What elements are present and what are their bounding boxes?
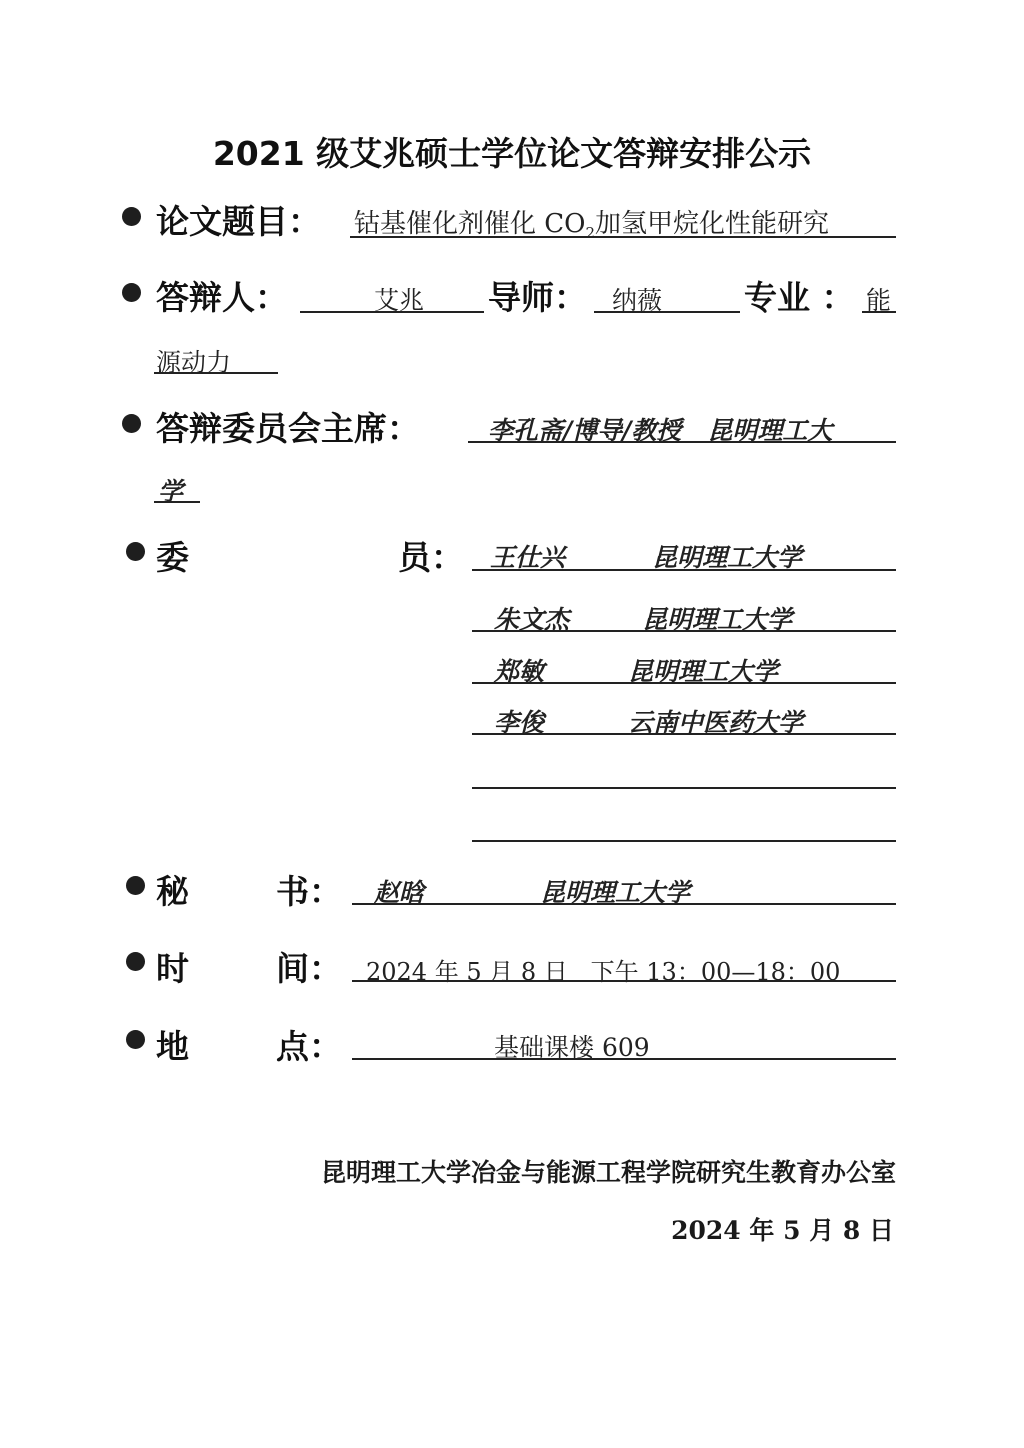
advisor-value: 纳薇 [612, 286, 663, 315]
member-org: 昆明理工大学 [642, 605, 793, 634]
page-title: 2021 级艾兆硕士学位论文答辩安排公示 [212, 134, 812, 173]
defender-value: 艾兆 [374, 286, 425, 315]
major-label: 专业 ： [744, 278, 855, 317]
chair-label: 答辩委员会主席： [156, 409, 420, 448]
member-name: 李俊 [494, 708, 545, 737]
major-underline-1 [862, 311, 896, 313]
member-underline [472, 733, 896, 735]
member-underline [472, 682, 896, 684]
committee-label-a: 委 [156, 538, 189, 577]
member-name: 郑敏 [494, 657, 545, 686]
member-underline-empty [472, 787, 896, 789]
secretary-name: 赵晗 [374, 878, 425, 907]
thesis-title-pre: 钴基催化剂催化 CO [354, 209, 586, 239]
member-org: 昆明理工大学 [652, 543, 803, 572]
member-underline [472, 569, 896, 571]
thesis-title-underline [350, 236, 896, 238]
issue-date: 2024 年 5 月 8 日 [671, 1216, 894, 1245]
member-org: 昆明理工大学 [628, 657, 779, 686]
member-org: 云南中医药大学 [628, 708, 804, 737]
time-label-b: 间： [276, 949, 342, 988]
thesis-title-post: 加氢甲烷化性能研究 [595, 209, 830, 239]
member-name: 朱文杰 [494, 605, 570, 634]
place-label-b: 点： [276, 1027, 342, 1066]
chair-underline-2 [154, 501, 200, 503]
bullet-icon [122, 414, 141, 433]
thesis-title-subscript: 2 [585, 224, 596, 242]
time-value: 2024 年 5 月 8 日 下午 13：00—18：00 [366, 958, 841, 986]
member-underline-empty [472, 840, 896, 842]
secretary-label-b: 书： [276, 872, 342, 911]
bullet-icon [122, 207, 141, 226]
place-underline [352, 1058, 896, 1060]
bullet-icon [122, 283, 141, 302]
secretary-org: 昆明理工大学 [540, 878, 691, 907]
thesis-title-label: 论文题目： [156, 202, 321, 241]
secretary-label-a: 秘 [156, 872, 189, 911]
bullet-icon [126, 876, 145, 895]
chair-value-line1: 李孔斋/博导/教授 昆明理工大 [488, 416, 833, 445]
major-underline-2 [154, 372, 278, 374]
bullet-icon [126, 1030, 145, 1049]
bullet-icon [126, 952, 145, 971]
member-underline [472, 630, 896, 632]
defender-underline [300, 311, 484, 313]
major-value-line2: 源动力 [156, 348, 232, 377]
major-value-line1: 能 [866, 286, 892, 315]
place-label-a: 地 [156, 1027, 189, 1066]
bullet-icon [126, 542, 145, 561]
member-name: 王仕兴 [490, 543, 566, 572]
time-label-a: 时 [156, 949, 189, 988]
chair-underline-1 [468, 441, 896, 443]
advisor-label: 导师： [488, 278, 587, 317]
issuing-office: 昆明理工大学冶金与能源工程学院研究生教育办公室 [320, 1158, 896, 1187]
advisor-underline [594, 311, 740, 313]
time-underline [352, 980, 896, 982]
chair-value-line2: 学 [158, 477, 184, 506]
place-value: 基础课楼 609 [494, 1033, 650, 1062]
secretary-underline [352, 903, 896, 905]
committee-label-b: 员： [398, 538, 464, 577]
defender-label: 答辩人： [156, 278, 288, 317]
